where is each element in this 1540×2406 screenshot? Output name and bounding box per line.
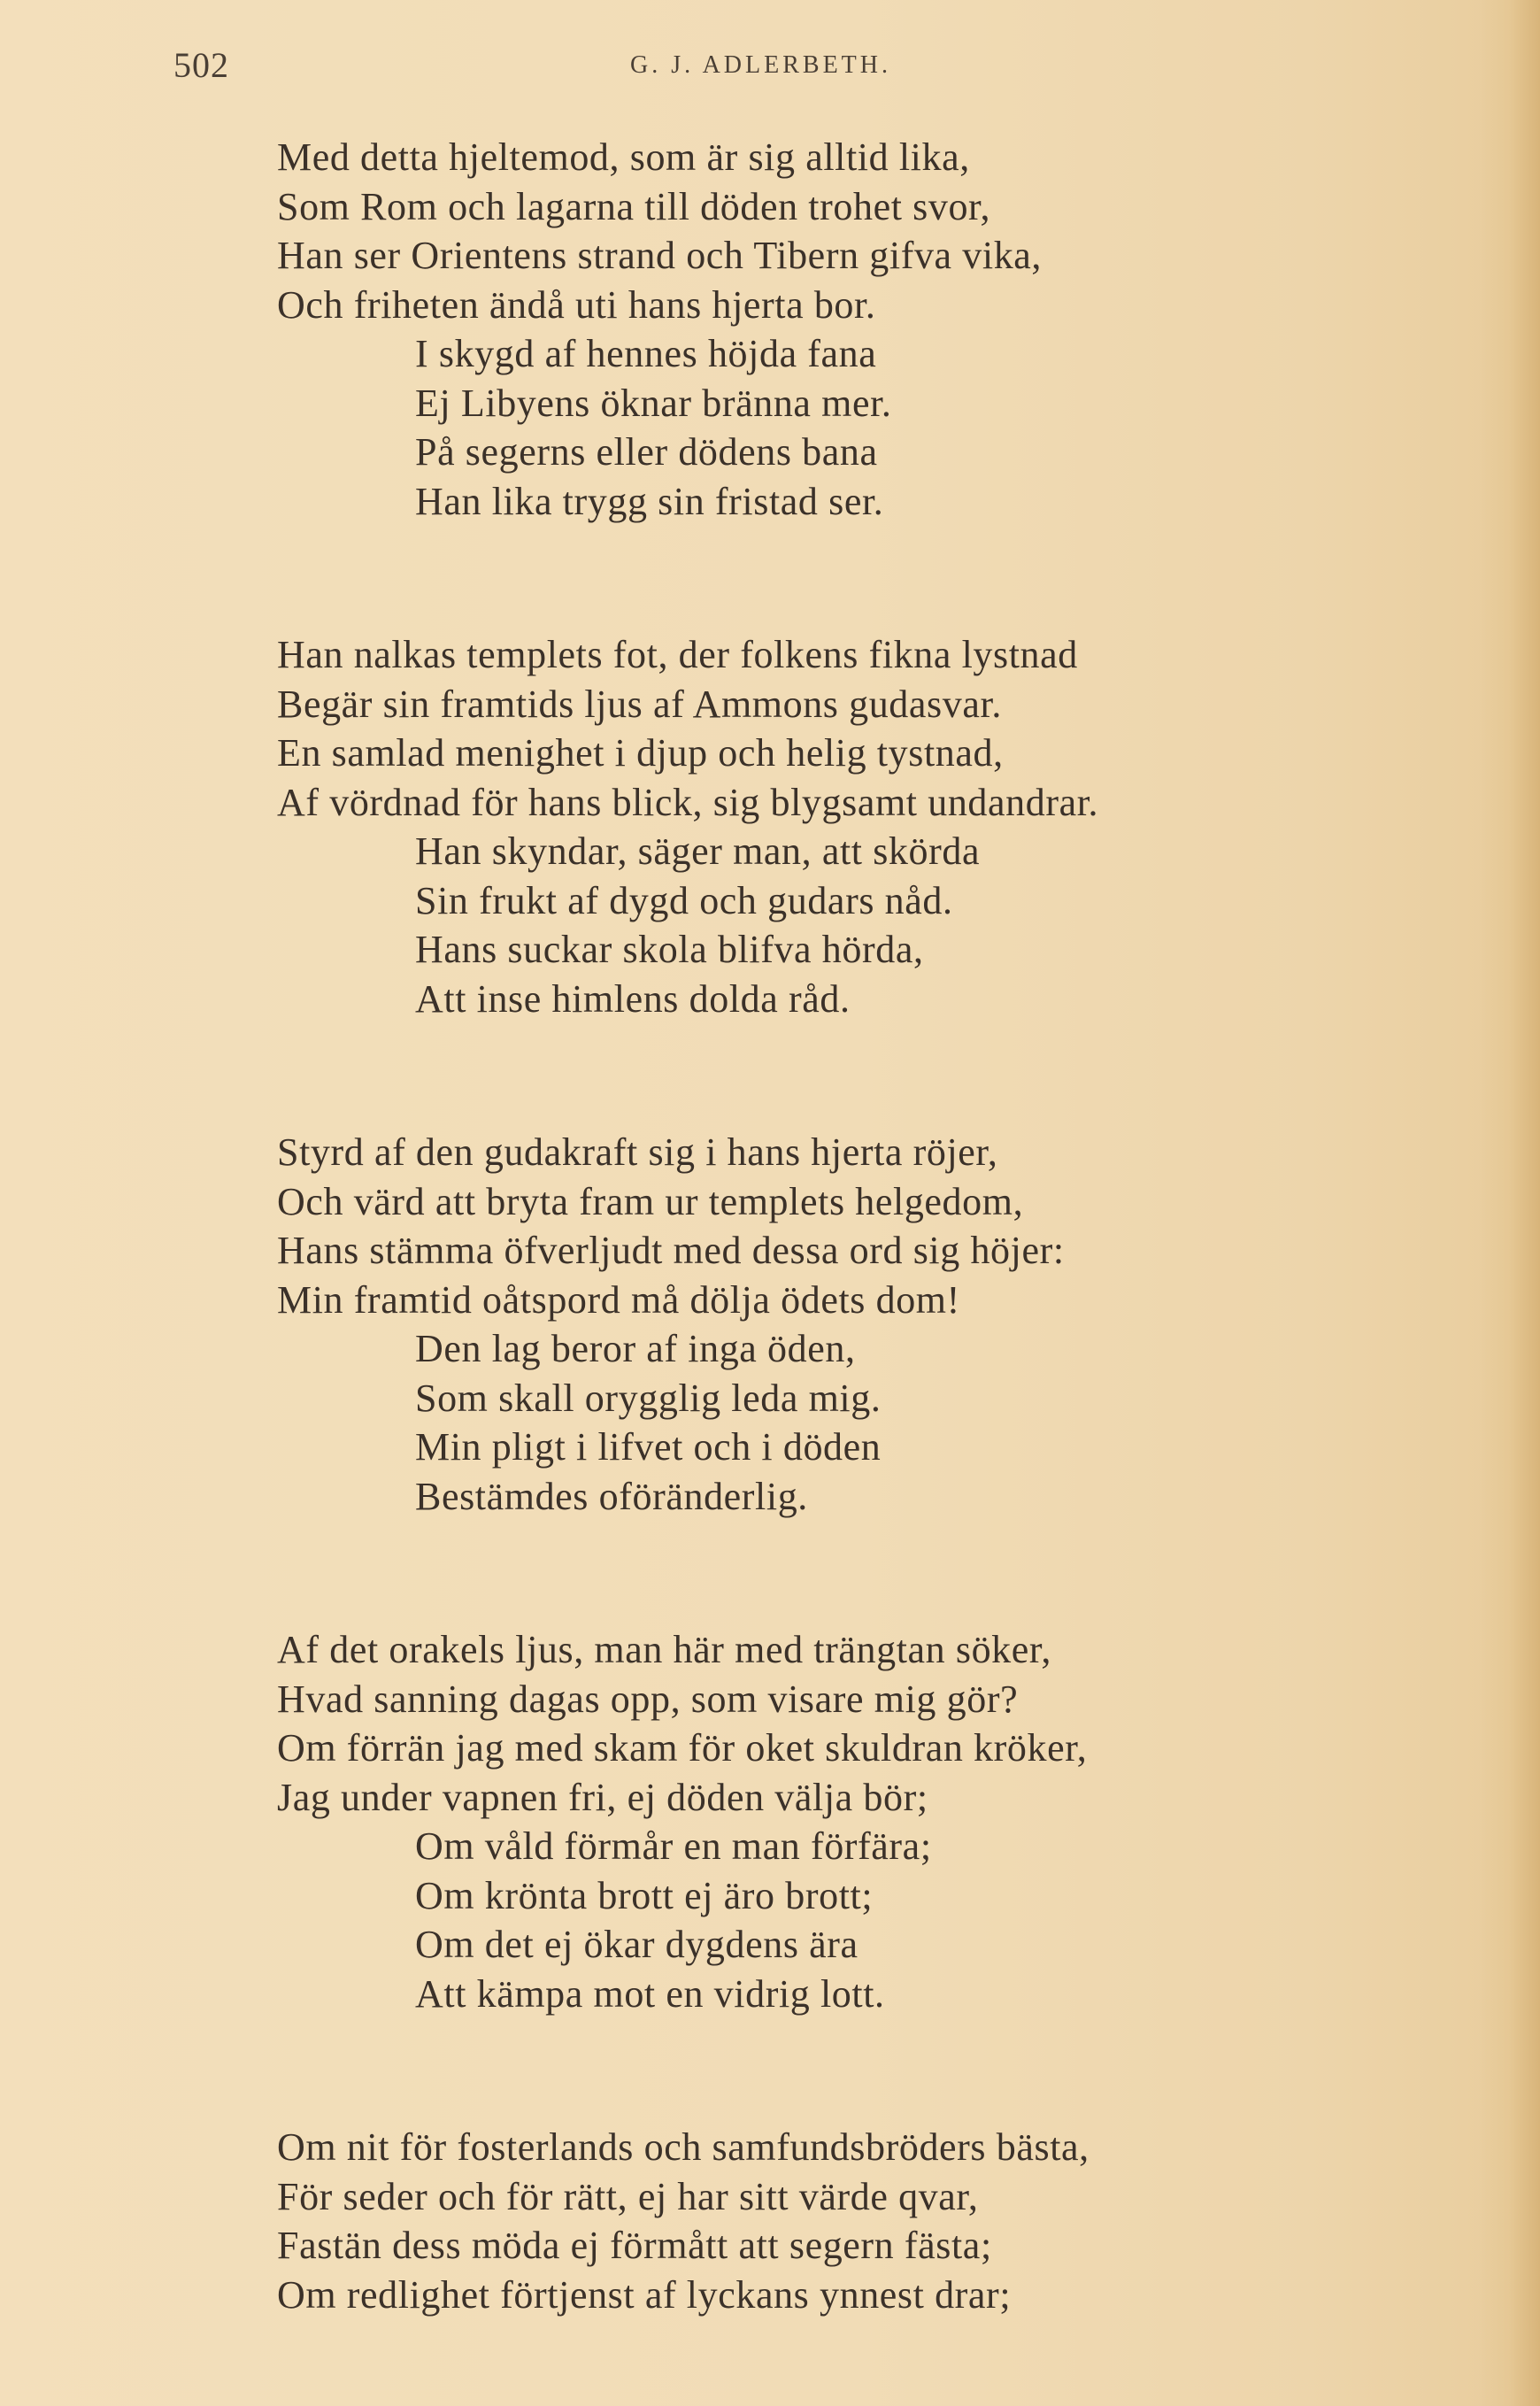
verse-line: För seder och för rätt, ej har sitt värde qvar, (277, 2174, 979, 2218)
stanza-2 (277, 630, 1428, 1023)
verse-line: Styrd af den gudakraft sig i hans hjerta röjer, (277, 1130, 998, 1174)
poem-body (277, 133, 1428, 2406)
page-number: 502 (173, 45, 229, 85)
verse-line-indented: Om det ej ökar dygdens ära (415, 1923, 859, 1966)
stanza-3 (277, 1128, 1428, 1521)
page-edge-shadow (1478, 0, 1540, 2406)
verse-line-indented: Att kämpa mot en vidrig lott. (415, 1971, 885, 2016)
stanza-4 (277, 1625, 1428, 2018)
verse-line-indented: Min pligt i lifvet och i döden (415, 1425, 882, 1469)
verse-line-indented: Ej Libyens öknar bränna mer. (415, 381, 892, 425)
verse-line-indented: Att inse himlens dolda råd. (415, 976, 851, 1021)
stanza-1 (277, 133, 1428, 526)
verse-line: Af vördnad för hans blick, sig blygsamt undandrar. (277, 780, 1099, 824)
verse-line: Han nalkas templets fot, der folkens fikna lystnad (277, 633, 1078, 676)
verse-line: Och friheten ändå uti hans hjerta bor. (277, 282, 876, 327)
verse-line: Och värd att bryta fram ur templets helgedom, (277, 1179, 1024, 1223)
verse-line-indented: Hans suckar skola blifva hörda, (415, 928, 924, 971)
verse-line-indented: Sin frukt af dygd och gudars nåd. (415, 878, 953, 922)
verse-line-indented: Bestämdes oföränderlig. (415, 1474, 808, 1518)
verse-line-indented: I skygd af hennes höjda fana (415, 332, 877, 375)
verse-line-indented: På segerns eller dödens bana (415, 430, 878, 474)
verse-line-indented: Om våld förmår en man förfära; (415, 1824, 932, 1868)
verse-line-indented: Om krönta brott ej äro brott; (415, 1873, 874, 1917)
verse-line-indented: Han skyndar, säger man, att skörda (415, 829, 981, 873)
verse-line: Jag under vapnen fri, ej döden välja bör; (277, 1775, 928, 1819)
verse-line: Om förrän jag med skam för oket skuldran kröker, (277, 1726, 1088, 1770)
verse-line: Om nit för fosterlands och samfundsbröders bästa, (277, 2125, 1090, 2169)
verse-line-indented: Han lika trygg sin fristad ser. (415, 479, 884, 523)
verse-line-indented: Som skall orygglig leda mig. (415, 1376, 882, 1420)
verse-line: Han ser Orientens strand och Tibern gifva vika, (277, 234, 1043, 277)
verse-line: Fastän dess möda ej förmått att segern fästa; (277, 2224, 992, 2267)
verse-line: Begär sin framtids ljus af Ammons gudasvar. (277, 682, 1002, 726)
stanza-5 (277, 2123, 1428, 2319)
verse-line: Med detta hjeltemod, som är sig alltid lika, (277, 135, 970, 179)
running-head: G. J. ADLERBETH. (630, 51, 891, 79)
verse-line: Min framtid oåtspord må dölja ödets dom! (277, 1277, 960, 1322)
verse-line: Hvad sanning dagas opp, som visare mig gör? (277, 1677, 1019, 1721)
verse-line: Om redlighet förtjenst af lyckans ynnest drar; (277, 2272, 1012, 2317)
verse-line: Som Rom och lagarna till döden trohet svor, (277, 184, 991, 228)
verse-line: En samlad menighet i djup och helig tystnad, (277, 731, 1004, 775)
verse-line-indented: Den lag beror af inga öden, (415, 1327, 856, 1370)
verse-line: Af det orakels ljus, man här med trängtan söker, (277, 1628, 1052, 1671)
verse-line: Hans stämma öfverljudt med dessa ord sig höjer: (277, 1229, 1065, 1272)
